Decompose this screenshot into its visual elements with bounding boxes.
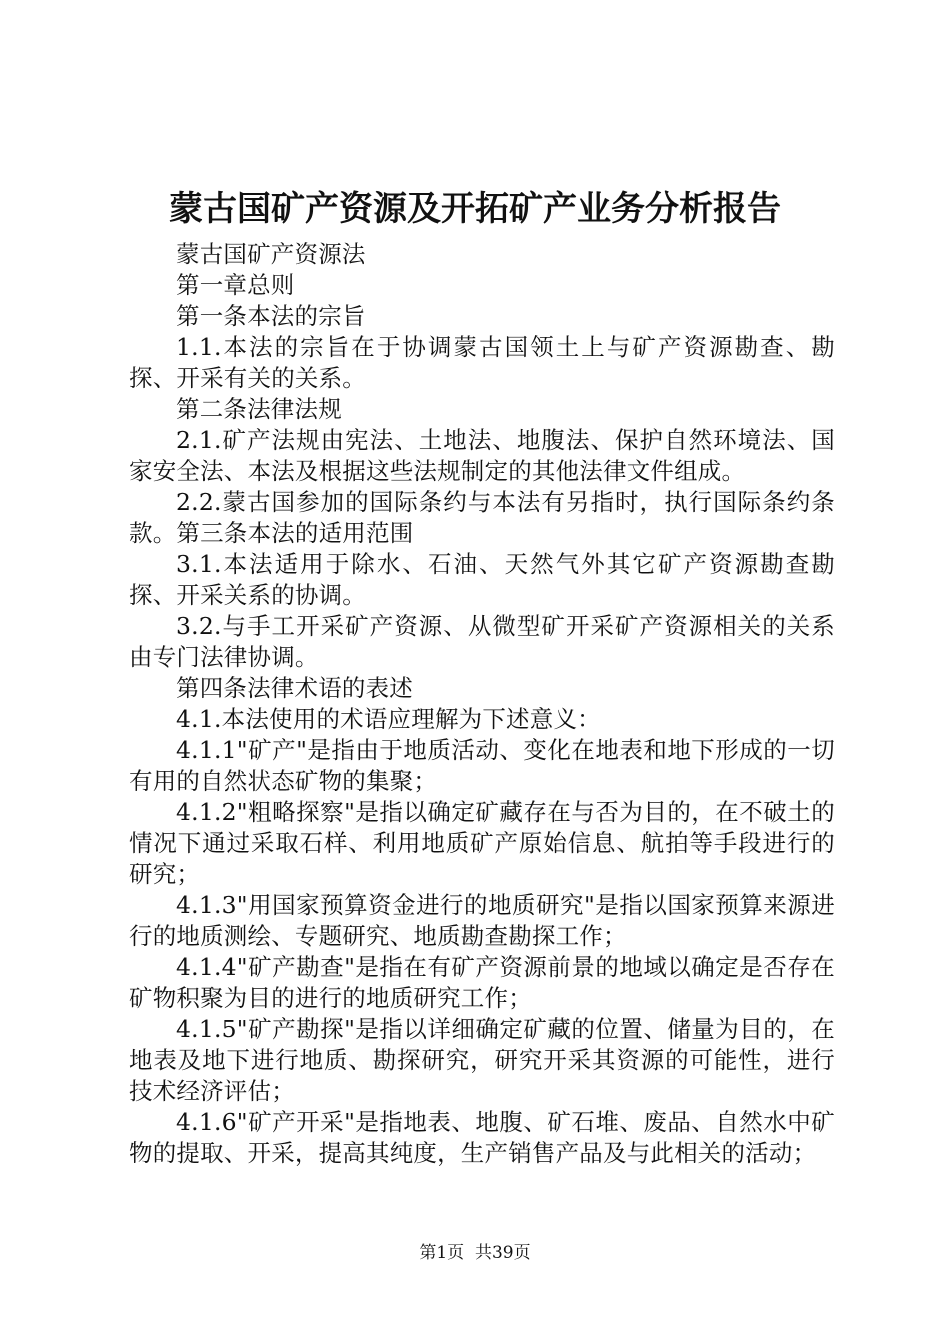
paragraph: 3.1.本法适用于除水、石油、天然气外其它矿产资源勘查勘探、开采关系的协调。 [129, 550, 835, 609]
paragraph: 第一条本法的宗旨 [176, 302, 366, 330]
paragraph: 2.2.蒙古国参加的国际条约与本法有另指时，执行国际条约条款。第三条本法的适用范围 [129, 488, 835, 547]
paragraph: 第二条法律法规 [176, 395, 342, 423]
paragraph: 4.1.3"用国家预算资金进行的地质研究"是指以国家预算来源进行的地质测绘、专题研究、地质勘查勘探工作； [129, 891, 835, 950]
paragraph: 1.1.本法的宗旨在于协调蒙古国领土上与矿产资源勘查、勘探、开采有关的关系。 [129, 333, 835, 392]
paragraph: 4.1.本法使用的术语应理解为下述意义： [176, 705, 601, 733]
paragraph: 第四条法律术语的表述 [176, 674, 413, 702]
paragraph: 4.1.1"矿产"是指由于地质活动、变化在地表和地下形成的一切有用的自然状态矿物的集聚； [129, 736, 835, 795]
paragraph: 4.1.4"矿产勘查"是指在有矿产资源前景的地域以确定是否存在矿物积聚为目的进行的地质研究工作； [129, 953, 835, 1012]
page-number: 第1页 共39页 [419, 1243, 531, 1263]
paragraph: 2.1.矿产法规由宪法、土地法、地腹法、保护自然环境法、国家安全法、本法及根据这些法规制定的其他法律文件组成。 [129, 426, 835, 485]
document-title: 蒙古国矿产资源及开拓矿产业务分析报告 [169, 189, 781, 229]
page-footer [0, 1240, 950, 1266]
paragraph: 4.1.5"矿产勘探"是指以详细确定矿藏的位置、储量为目的，在地表及地下进行地质、勘探研究，研究开采其资源的可能性，进行技术经济评估； [129, 1015, 835, 1105]
paragraph: 第一章总则 [176, 271, 295, 299]
paragraph: 3.2.与手工开采矿产资源、从微型矿开采矿产资源相关的关系由专门法律协调。 [129, 612, 835, 671]
paragraph: 蒙古国矿产资源法 [176, 240, 366, 268]
paragraph: 4.1.2"粗略探察"是指以确定矿藏存在与否为目的，在不破土的情况下通过采取石样、利用地质矿产原始信息、航拍等手段进行的研究； [129, 798, 835, 888]
paragraph: 4.1.6"矿产开采"是指地表、地腹、矿石堆、废品、自然水中矿物的提取、开采，提高其纯度，生产销售产品及与此相关的活动； [129, 1108, 835, 1167]
document-body [129, 239, 835, 1169]
